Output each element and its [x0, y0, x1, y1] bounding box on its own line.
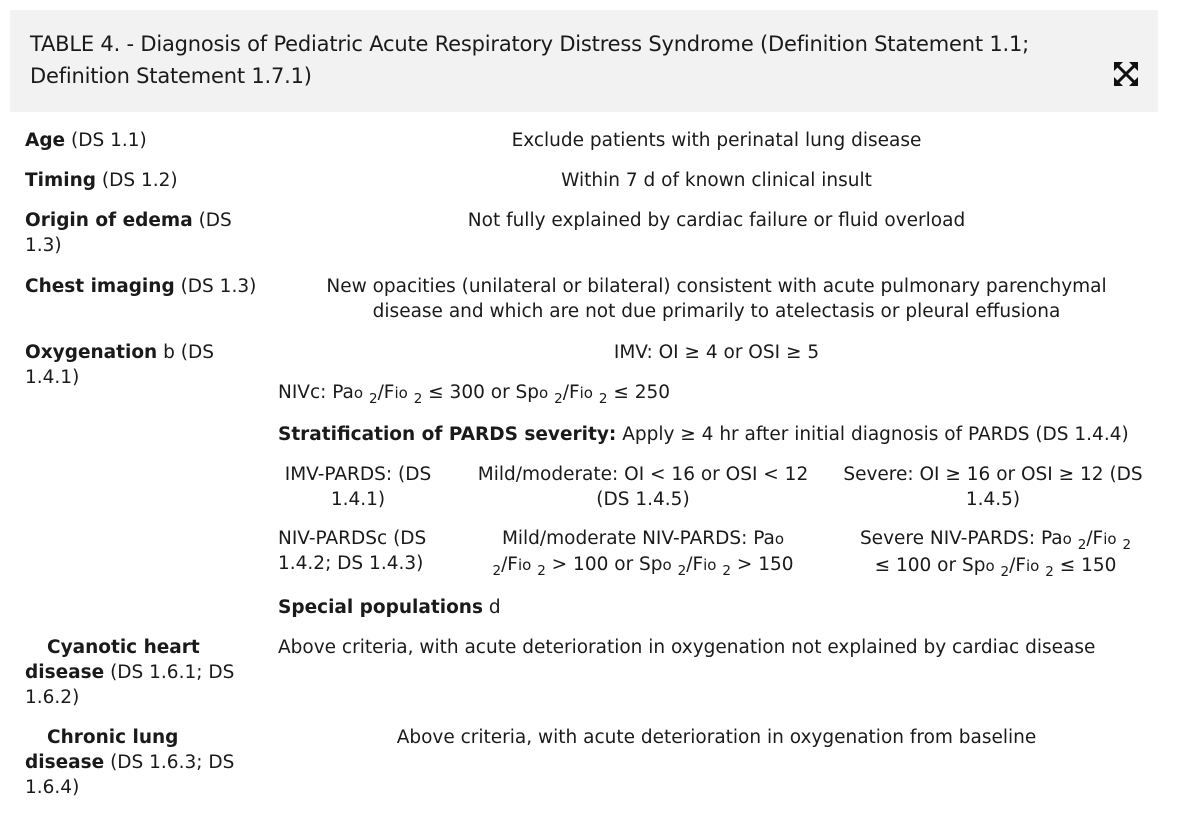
table-title: TABLE 4. - Diagnosis of Pediatric Acute Respiratory Distress Syndrome (Definition Statement 1.1; Definition Statement 1.7.1): [30, 32, 1030, 88]
stratification-heading: Stratification of PARDS severity: Apply ≥ 4 hr after initial diagnosis of PARDS (DS 1.4.4): [278, 424, 1129, 445]
niv-pards-label: NIV-PARDSc (DS 1.4.2; DS 1.4.3): [278, 528, 427, 574]
row-label-timing: Timing (DS 1.2): [25, 170, 178, 191]
imv-pards-severe: Severe: OI ≥ 16 or OSI ≥ 12 (DS 1.4.5): [843, 464, 1143, 510]
imaging-line-2: disease and which are not due primarily to atelectasis or pleural effusiona: [372, 301, 1061, 322]
niv-pards-severe: Severe NIV-PARDS: Pao $_2$/Fio $_2$ ≤ 100 or Spo $_2$/Fio $_2$ ≤ 150: [859, 528, 1132, 580]
niv-pards-mild: Mild/moderate NIV-PARDS: Pao $_2$/Fio $_2$ > 100 or Spo $_2$/Fio $_2$ > 150: [492, 528, 794, 579]
row-value-cyanotic: Above criteria, with acute deterioration in oxygenation not explained by cardiac disease: [278, 637, 1096, 658]
row-value-chronic: Above criteria, with acute deterioration in oxygenation from baseline: [396, 727, 1037, 748]
row-label-cyanotic: Cyanotic heart disease (DS 1.6.1; DS 1.6.2): [25, 637, 235, 708]
oxygenation-nivc: NIVc: Pao $_2$/Fio $_2$ ≤ 300 or Spo $_2$/Fio $_2$ ≤ 250: [278, 382, 671, 407]
oxygenation-imv: IMV: OI ≥ 4 or OSI ≥ 5: [613, 342, 820, 363]
expand-arrows-icon[interactable]: [1112, 60, 1140, 88]
row-label-edema: Origin of edema (DS 1.3): [25, 210, 232, 256]
imaging-line-1: New opacities (unilateral or bilateral) consistent with acute pulmonary parenchymal: [326, 276, 1107, 297]
row-value-timing: Within 7 d of known clinical insult: [561, 170, 872, 191]
row-value-imaging: [278, 274, 1155, 324]
imv-pards-mild: Mild/moderate: OI < 16 or OSI < 12 (DS 1.4.5): [477, 464, 809, 510]
row-label-oxygenation: Oxygenation b (DS 1.4.1): [25, 342, 214, 388]
row-label-imaging: Chest imaging (DS 1.3): [25, 276, 257, 297]
row-value-edema: Not fully explained by cardiac failure or fluid overload: [467, 210, 966, 231]
row-value-age: Exclude patients with perinatal lung disease: [511, 130, 922, 151]
table-caption: [10, 10, 1158, 112]
row-label-chronic: Chronic lung disease (DS 1.6.3; DS 1.6.4): [25, 727, 235, 798]
row-label-age: Age (DS 1.1): [25, 130, 147, 151]
imv-pards-label: IMV-PARDS: (DS 1.4.1): [284, 464, 432, 510]
special-populations-heading: Special populations d: [278, 597, 501, 618]
